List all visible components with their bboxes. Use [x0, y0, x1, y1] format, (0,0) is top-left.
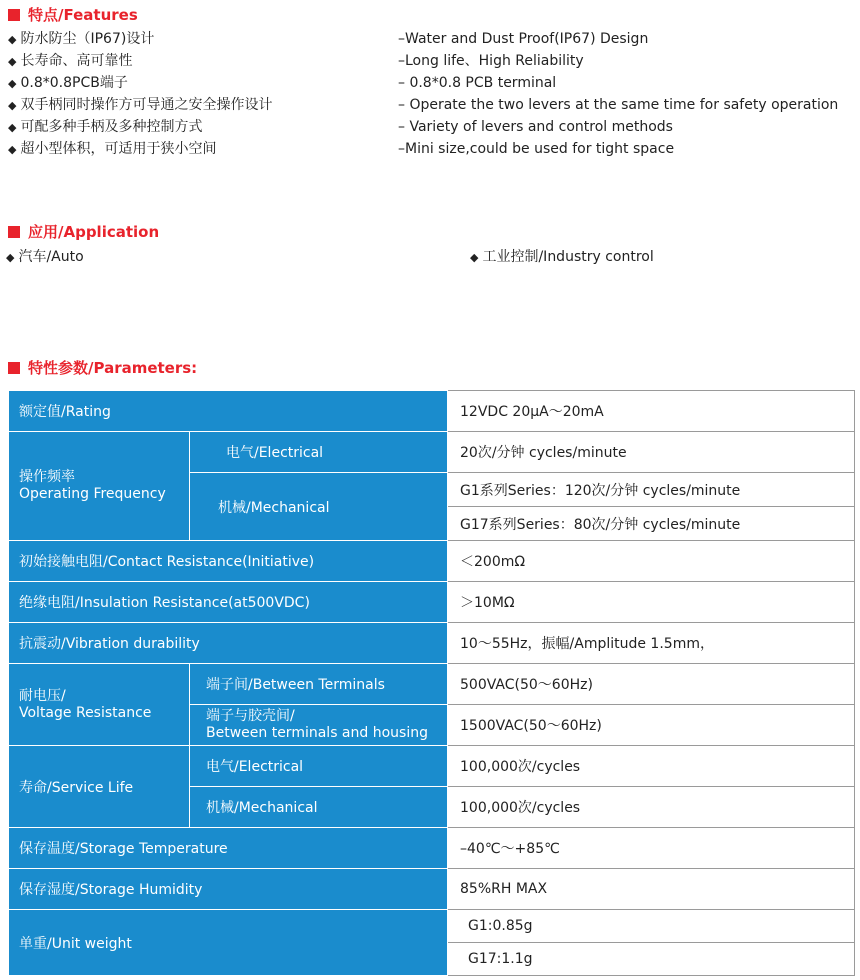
freq-mechanical-value-g1: G1系列Series：120次/分钟 cycles/minute [448, 473, 855, 507]
diamond-bullet-icon: ◆ [8, 55, 17, 68]
freq-electrical-label: 电气/Electrical [190, 432, 448, 473]
feature-item-cn: ◆ 超小型体积，可适用于狭小空间 [8, 138, 216, 161]
unit-weight-value-g1: G1:0.85g [448, 910, 855, 943]
feature-item-cn: ◆ 长寿命、高可靠性 [8, 50, 132, 73]
storage-temperature-label: 保存温度/Storage Temperature [9, 828, 448, 869]
vibration-label: 抗震动/Vibration durability [9, 623, 448, 664]
contact-resistance-label: 初始接触电阻/Contact Resistance(Initiative) [9, 541, 448, 582]
table-row [9, 828, 855, 869]
red-square-icon [8, 9, 20, 21]
insulation-resistance-value: ＞10MΩ [448, 582, 855, 623]
application-item: ◆ 工业控制/Industry control [470, 246, 654, 269]
application-item: ◆ 汽车/Auto [6, 246, 84, 269]
feature-item-en: – 0.8*0.8 PCB terminal [398, 75, 557, 91]
feature-item-en: – Operate the two levers at the same time for safety operation [398, 97, 839, 113]
diamond-bullet-icon: ◆ [470, 251, 479, 264]
storage-humidity-value: 85%RH MAX [448, 869, 855, 910]
contact-resistance-value: ＜200mΩ [448, 541, 855, 582]
life-mechanical-value: 100,000次/cycles [448, 787, 855, 828]
table-row [9, 391, 855, 432]
life-electrical-value: 100,000次/cycles [448, 746, 855, 787]
service-life-label: 寿命/Service Life [9, 746, 190, 828]
diamond-bullet-icon: ◆ [8, 121, 17, 134]
diamond-bullet-icon: ◆ [8, 77, 17, 90]
between-terminals-value: 500VAC(50～60Hz) [448, 664, 855, 705]
diamond-bullet-icon: ◆ [8, 99, 17, 112]
application-title: 应用/Application [28, 223, 160, 241]
voltage-resistance-label: 耐电压/ Voltage Resistance [9, 664, 190, 746]
table-row [9, 869, 855, 910]
feature-item-en: –Water and Dust Proof(IP67) Design [398, 31, 649, 47]
parameters-table [8, 390, 855, 976]
table-row [9, 582, 855, 623]
parameters-heading [8, 357, 197, 378]
table-row [9, 746, 855, 787]
freq-electrical-value: 20次/分钟 cycles/minute [448, 432, 855, 473]
table-row [9, 664, 855, 705]
feature-item-cn: ◆ 可配多种手柄及多种控制方式 [8, 116, 202, 139]
storage-humidity-label: 保存湿度/Storage Humidity [9, 869, 448, 910]
freq-mechanical-label: 机械/Mechanical [190, 473, 448, 541]
diamond-bullet-icon: ◆ [6, 251, 15, 264]
features-heading [8, 4, 138, 25]
unit-weight-value-g17: G17:1.1g [448, 943, 855, 976]
feature-item-en: –Long life、High Reliability [398, 53, 584, 69]
red-square-icon [8, 362, 20, 374]
rating-value: 12VDC 20μA～20mA [448, 391, 855, 432]
diamond-bullet-icon: ◆ [8, 143, 17, 156]
feature-item-en: – Variety of levers and control methods [398, 119, 673, 135]
red-square-icon [8, 226, 20, 238]
between-terminals-label: 端子间/Between Terminals [190, 664, 448, 705]
feature-item-en: –Mini size,could be used for tight space [398, 141, 675, 157]
terminals-housing-value: 1500VAC(50～60Hz) [448, 705, 855, 746]
diamond-bullet-icon: ◆ [8, 33, 17, 46]
feature-item-cn: ◆ 双手柄同时操作方可导通之安全操作设计 [8, 94, 272, 117]
life-mechanical-label: 机械/Mechanical [190, 787, 448, 828]
application-heading [8, 221, 159, 242]
freq-mechanical-value-g17: G17系列Series：80次/分钟 cycles/minute [448, 507, 855, 541]
table-row [9, 623, 855, 664]
features-title: 特点/Features [28, 6, 138, 24]
rating-label: 额定值/Rating [9, 391, 448, 432]
terminals-housing-label: 端子与胶壳间/ Between terminals and housing [190, 705, 448, 746]
feature-item-cn: ◆ 0.8*0.8PCB端子 [8, 72, 128, 95]
parameters-title: 特性参数/Parameters: [28, 359, 198, 377]
table-row [9, 910, 855, 943]
life-electrical-label: 电气/Electrical [190, 746, 448, 787]
storage-temperature-value: –40℃～+85℃ [448, 828, 855, 869]
feature-item-cn: ◆ 防水防尘（IP67)设计 [8, 28, 154, 51]
vibration-value: 10～55Hz，振幅/Amplitude 1.5mm， [448, 623, 855, 664]
unit-weight-label: 单重/Unit weight [9, 910, 448, 976]
table-row [9, 432, 855, 473]
operating-frequency-label: 操作频率 Operating Frequency [9, 432, 190, 541]
insulation-resistance-label: 绝缘电阻/Insulation Resistance(at500VDC) [9, 582, 448, 623]
table-row [9, 541, 855, 582]
